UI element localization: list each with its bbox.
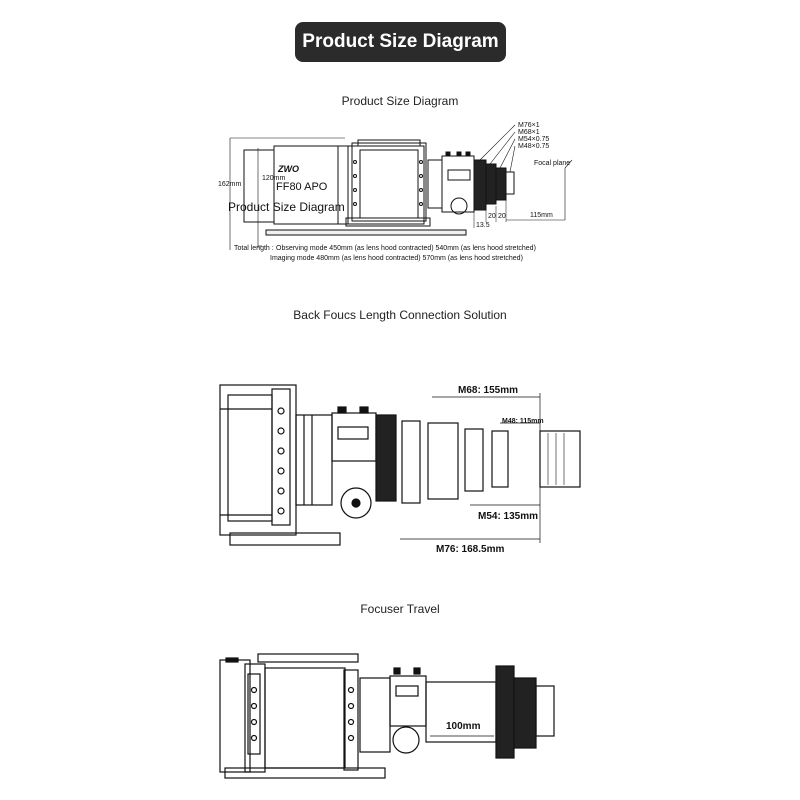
section-title-size: Product Size Diagram (341, 94, 459, 108)
focuser-travel-diagram (0, 650, 800, 800)
thread-label-m54: M54×0.75 (518, 136, 550, 143)
dim-120mm: 120mm (262, 175, 286, 182)
dim-20-a: 20 (488, 213, 496, 220)
thread-label-m68: M68×1 (518, 129, 540, 136)
dim-115mm: 115mm (530, 212, 553, 219)
model-name: FF80 APO (276, 181, 328, 193)
dim-162mm: 162mm (218, 181, 242, 188)
m54-length-label: M54: 135mm (478, 511, 539, 522)
header-banner (295, 22, 506, 62)
observing-mode-line: Observing mode 450mm (as lens hood contracted) 540mm (as lens hood stretched) (276, 245, 536, 252)
imaging-mode-line: Imaging mode 480mm (as lens hood contracted) 570mm (as lens hood stretched) (270, 255, 523, 262)
m48-length-label: M48: 115mm (502, 418, 544, 425)
focal-plane-label: Focal plane (534, 160, 571, 167)
m68-length-label: M68: 155mm (458, 385, 519, 396)
dim-13-5: 13.5 (476, 222, 490, 229)
brand-logo-text: ZWO (278, 164, 299, 174)
travel-length-label: 100mm (446, 721, 481, 732)
product-size-diagram (0, 110, 800, 290)
banner-title: Product Size Diagram (302, 31, 499, 52)
thread-label-m48: M48×0.75 (518, 143, 550, 150)
thread-label-m76: M76×1 (518, 122, 540, 129)
back-focus-diagram (0, 375, 800, 575)
section-title-focuser-travel: Focuser Travel (360, 602, 440, 616)
dim-20-b: 20 (498, 213, 506, 220)
overlay-title: Product Size Diagram (228, 200, 345, 214)
m76-length-label: M76: 168.5mm (436, 544, 505, 555)
section-title-backfocus: Back Foucs Length Connection Solution (293, 308, 507, 322)
total-length-label: Total length : (234, 245, 274, 252)
